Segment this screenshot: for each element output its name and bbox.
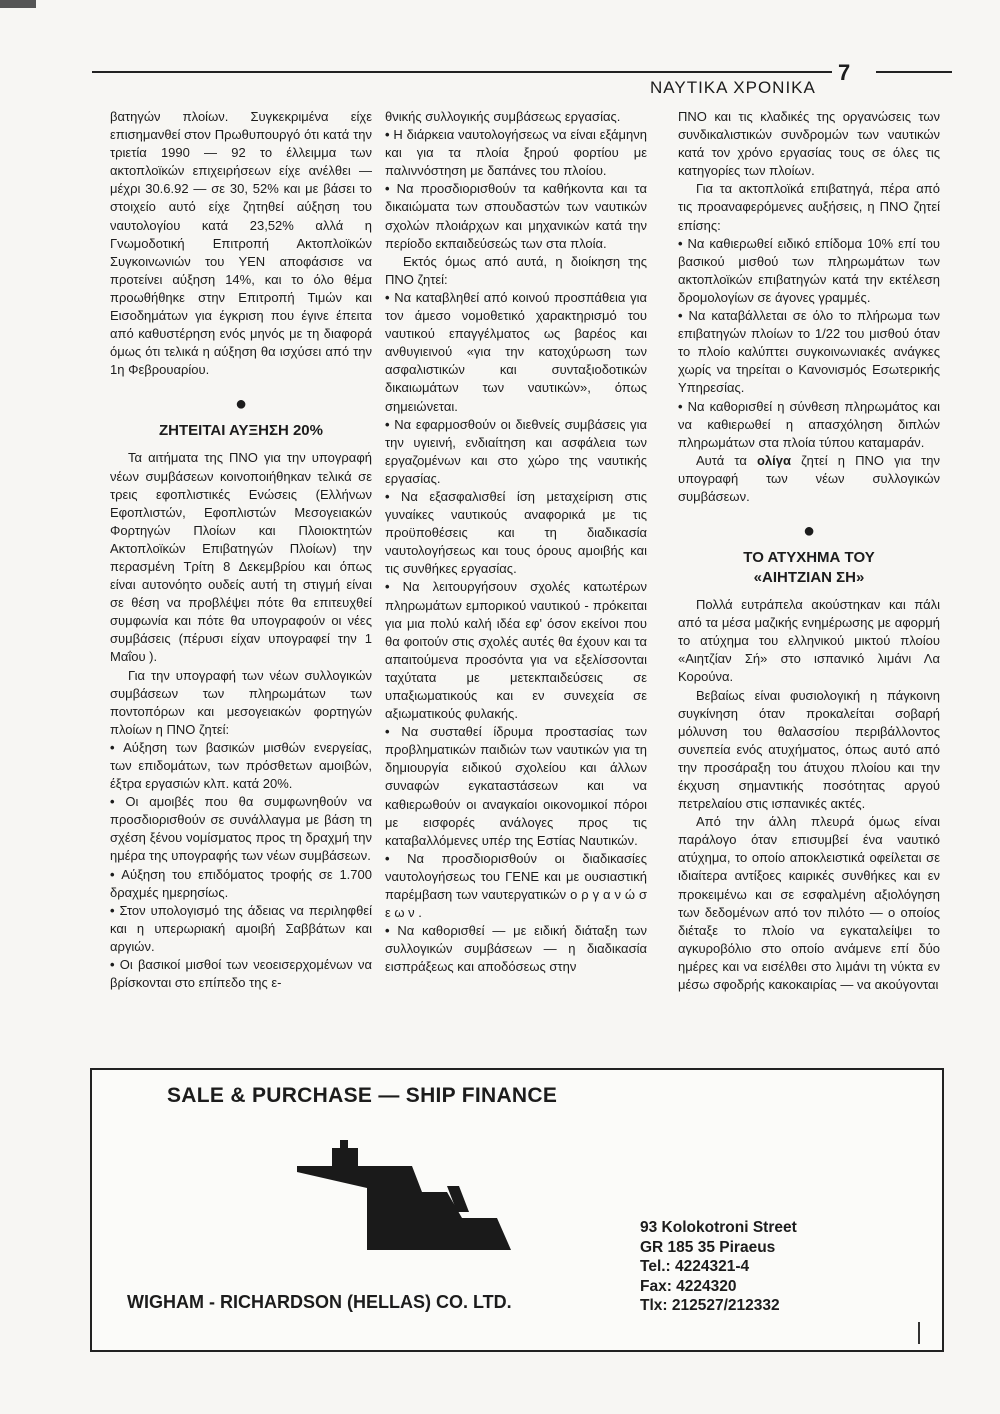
- bullet-item: • Στον υπολογισμό της άδειας να περιληφθεί και η υπερωριακή αμοιβή Σαββάτων και αργιών.: [110, 902, 372, 956]
- bullet-item: • Αύξηση του επιδόματος τροφής σε 1.700 δραχμές ημερησίως.: [110, 866, 372, 902]
- telex: Tlx: 212527/212332: [640, 1297, 780, 1314]
- bullet-item: • Να συσταθεί ίδρυμα προστασίας των προβληματικών παιδιών των ναυτικών για τη δημιουργία ειδικού σχολείου και άλλων συναφών εγκαταστάσεων και να καθιερωθούν οι αναγκαίοι οικονομικοί πόροι με εισφορές ανάλογες προς τις καταβαλλόμενες υπέρ της Εστίας Ναυτικών.: [385, 723, 647, 850]
- bullet-item: • Να καθορισθεί η σύνθεση πληρωμάτος και να καθιερωθεί η απασχόληση διπλών πληρωμάτων στα πλοία τύπου καταμαράν.: [678, 398, 940, 452]
- paragraph: θνικής συλλογικής συμβάσεως εργασίας.: [385, 109, 621, 124]
- bullet-item: • Να λειτουργήσουν σχολές κατωτέρων πληρωμάτων εμπορικού ναυτικού - πρόκειται για μια πολύ καλή ιδέα εφ' όσον εκείνοι που θα φοιτούν στις σχολές αυτές θα έχουν και τα απαιτούμενα προσόντα για να εξελίσσονται ταχύτατα με μετεκπαιδεύσεις σε υπαξιωματικούς και εν συνεχεία σε αξιωματικούς φυλακής.: [385, 578, 647, 723]
- bullet-item: • Να προσδιορισθούν τα καθήκοντα και τα δικαιώματα των σπουδαστών των ναυτικών σχολών πλοιάρχων και μηχανικών κατά την περίοδο εκπαιδεύσεώς των στα πλοία.: [385, 180, 647, 252]
- address-line: 93 Kolokotroni Street: [640, 1219, 797, 1236]
- ship-logo-icon: [297, 1140, 527, 1260]
- bullet-item: • Να καταβάλλεται σε όλο το πλήρωμα των επιβατηγών πλοίων το 1/22 του μισθού όταν το πλοίο καλύπτει συγκοινωνιακές ανάγκες χωρίς να τηρείται ο Κανονισμός Εσωτερικής Υπηρεσίας.: [678, 307, 940, 397]
- paragraph: Τα αιτήματα της ΠΝΟ για την υπογραφή νέων συμβάσεων κοινοποιήθηκαν τελικά σε τρεις εφοπλιστικές Ενώσεις (Ελλήνων Εφοπλιστών, Εφοπλιστών Μεσογειακών Φορτηγών Πλοίων και Πλοιοκτητών Ακτοπλοϊκών Επιβατηγών Πλοίων) την περασμένη Τρίτη 8 Δεκεμβρίου και όπως είναι αυτονόητο ουδείς αυτή τη στιγμή είναι σε θέση να προβλέψει πότε θα επιτευχθεί συμφωνία και πότε θα υπογραφούν οι νέες συμβάσεις (πέρυσι είχαν υπογραφεί την 1 Μαΐου ).: [110, 450, 372, 665]
- bullet-item: • Να εφαρμοσθούν οι διεθνείς συμβάσεις για την υγιεινή, ενδιαίτηση και ασφάλεια των εργαζομένων και στο χώρο της ναυτικής εργασίας.: [385, 416, 647, 488]
- fax: Fax: 4224320: [640, 1277, 737, 1295]
- header-rule-right: [876, 71, 952, 73]
- bullet-item: • Να εξασφαλισθεί ίση μεταχείριση στις γυναίκες ναυτικούς αναφορικά με τις προϋποθέσεις και τη διαδικασία ναυτολογήσεως και τους όρους αμοιβής και τις συνθήκες εργασίας.: [385, 488, 647, 578]
- paragraph: ΠΝΟ και τις κλαδικές της οργανώσεις των συνδικαλιστικών συνδρομών των ναυτικών κατά τον χρόνο εργασίας τους σε όλες τις κατηγορίες των πλοίων.: [678, 109, 940, 179]
- bullet-item: • Οι βασικοί μισθοί των νεοεισερχομένων να βρίσκονται στο επίπεδο της ε-: [110, 956, 372, 992]
- bullet-item: • Να προσδιορισθούν οι διαδικασίες ναυτολογήσεως του ΓΕΝΕ και με ουσιαστική παρέμβαση των ναυτεργατικών ο ρ γ α ν ώ σ ε ω ν .: [385, 850, 647, 922]
- scan-corner-mark: [0, 0, 36, 8]
- paragraph: Από την άλλη πλευρά όμως είναι παράλογο όταν επισυμβεί ένα ναυτικό ατύχημα, το οποίο αποκλειστικά οφείλεται σε ιδιαίτερα αντίξοες καιρικές συνθήκες και εν προκειμένω και σε εσφαλμένη αξιολόγηση των δεδομένων από τον πιλότο — ο οποίος διέταξε το πλοίο να εγκαταλείψει το αγκυροβόλιο στο οποίο ανάμενε επί δύο ημέρες και να εισέλθει στο λιμάνι τη νύκτα εν μέσω σφοδρής κακοκαιρίας — να ακούγονται: [678, 814, 940, 993]
- paragraph: Εκτός όμως από αυτά, η διοίκηση της ΠΝΟ ζητεί:: [385, 253, 647, 287]
- paragraph: Για την υπογραφή των νέων συλλογικών συμβάσεων των πληρωμάτων των ποντοπόρων και μεσογειακών φορτηγών πλοίων η ΠΝΟ ζητεί:: [110, 667, 372, 737]
- ad-contact-block: [640, 1218, 797, 1316]
- bullet-item: • Να καταβληθεί από κοινού προσπάθεια για τον άμεσο νομοθετικό χαρακτηρισμό του ναυτικού επαγγέλματος ως βαρέος και ανθυγιεινού «για την κατοχύρωση των ασφαλιστικών και συνταξιοδοτικών δικαιωμάτων των ναυτικών», όπως σημειώνεται.: [385, 289, 647, 416]
- bullet-item: • Οι αμοιβές που θα συμφωνηθούν να προσδιορισθούν σε συνάλλαγμα με βάση τη σχέση ξένου νομίσματος προς τη δραχμή την ημέρα της υπογραφής των νέων συμβάσεων.: [110, 793, 372, 865]
- article-column-1: [110, 108, 372, 1058]
- section-heading: [678, 548, 940, 588]
- paragraph: Βεβαίως είναι φυσιολογική η πάγκοινη συγκίνηση όταν προκαλείται σοβαρή μόλυνση του θαλασσίου περιβάλλοντος συνεπεία ενός ατυχήματος, όπως αυτό από την προσάραξη του άτυχου πλοίου και την έκχυση σημαντικής ποσότητας αργού πετρελαίου στις ισπανικές ακτές.: [678, 687, 940, 812]
- bullet-item: • Να καθορισθεί — με ειδική διάταξη των συλλογικών συμβάσεων — η διαδικασία εισπράξεως και αποδόσεως στην: [385, 922, 647, 976]
- text-span: ζητεί η ΠΝΟ για την υπογραφή των νέων συλλογικών συμβάσεων.: [678, 452, 940, 504]
- article-column-2: [385, 108, 647, 1058]
- section-separator-dot: ●: [802, 520, 816, 543]
- telephone: Tel.: 4224321-4: [640, 1258, 750, 1275]
- section-heading: ΖΗΤΕΙΤΑΙ ΑΥΞΗΣΗ 20%: [159, 422, 323, 440]
- ad-headline: SALE & PURCHASE — SHIP FINANCE: [167, 1084, 558, 1107]
- emphasis-word: ολίγα: [756, 452, 791, 468]
- header-rule-left: [92, 71, 832, 73]
- page-number: 7: [838, 60, 851, 85]
- paragraph: Πολλά ευτράπελα ακούστηκαν και πάλι από τα μέσα μαζικής ενημέρωσης με αφορμή το ατύχημα του ελληνικού μικτού πλοίου «Αιητζίαν Σή» στο ισπανικό λιμάνι Λα Κορούνα.: [678, 597, 940, 685]
- paragraph: Για τα ακτοπλοϊκά επιβατηγά, πέρα από τις προαναφερόμενες αυξήσεις, η ΠΝΟ ζητεί επίσης:: [678, 181, 940, 233]
- paragraph: [678, 452, 940, 506]
- section-heading-line: «ΑΙΗΤΖΙΑΝ ΣΗ»: [753, 569, 865, 587]
- bullet-item: • Να καθιερωθεί ειδικό επίδομα 10% επί του βασικού μισθού των πληρωμάτων των ακτοπλοϊκών επιβατηγών κατά την εκτέλεση δρομολογίων σε άγονες γραμμές.: [678, 235, 940, 307]
- section-heading-line: ΤΟ ΑΤΥΧΗΜΑ ΤΟΥ: [743, 549, 875, 567]
- ad-company-name: WIGHAM - RICHARDSON (HELLAS) CO. LTD.: [127, 1292, 512, 1312]
- address-line: GR 185 35 Piraeus: [640, 1238, 776, 1256]
- bullet-item: • Η διάρκεια ναυτολογήσεως να είναι εξάμηνη και για τα πλοία ξηρού φορτίου με παλιννόστηση με δαπάνες του πλοίου.: [385, 126, 647, 180]
- scan-mark: [918, 1322, 920, 1344]
- article-column-3: [678, 108, 940, 1058]
- advertisement-box: [90, 1068, 944, 1352]
- paragraph: βατηγών πλοίων. Συγκεκριμένα είχε επισημανθεί στον Πρωθυπουργό ότι κατά την τριετία 1990 — 92 το έλλειμμα των ακτοπλοϊκών επιχειρήσεων είχε ανέλθει — μέχρι 30.6.92 — σε 30, 52% και με βάσει το στοιχείο αυτό είχε ζητηθεί αύξηση του ναυτολογίου κατά 23,52% αλλά η Γνωμοδοτική Επιτροπή Ακτοπλοϊκών Συγκοινωνιών του ΥΕΝ αποφάσισε να προτείνει αύξηση 14%, και το όλο θέμα προωθήθηκε στην Επιτροπή Τιμών και Εισοδημάτων για έγκριση που έγινε έπειτα από καθυστέρηση ενός μηνός με τη διαφορά όμως ότι τελικά η αύξηση θα ισχύσει από την 1η Φεβρουαρίου.: [110, 109, 372, 378]
- bullet-item: • Αύξηση των βασικών μισθών ενεργείας, των επιδομάτων, των πρόσθετων αμοιβών, έξτρα εργασιών κλπ. κατά 20%.: [110, 739, 372, 793]
- text-span: Αυτά τα: [696, 452, 757, 468]
- section-separator-dot: ●: [234, 393, 248, 416]
- publication-title: ΝΑΥΤΙΚΑ ΧΡΟΝΙΚΑ: [650, 78, 816, 97]
